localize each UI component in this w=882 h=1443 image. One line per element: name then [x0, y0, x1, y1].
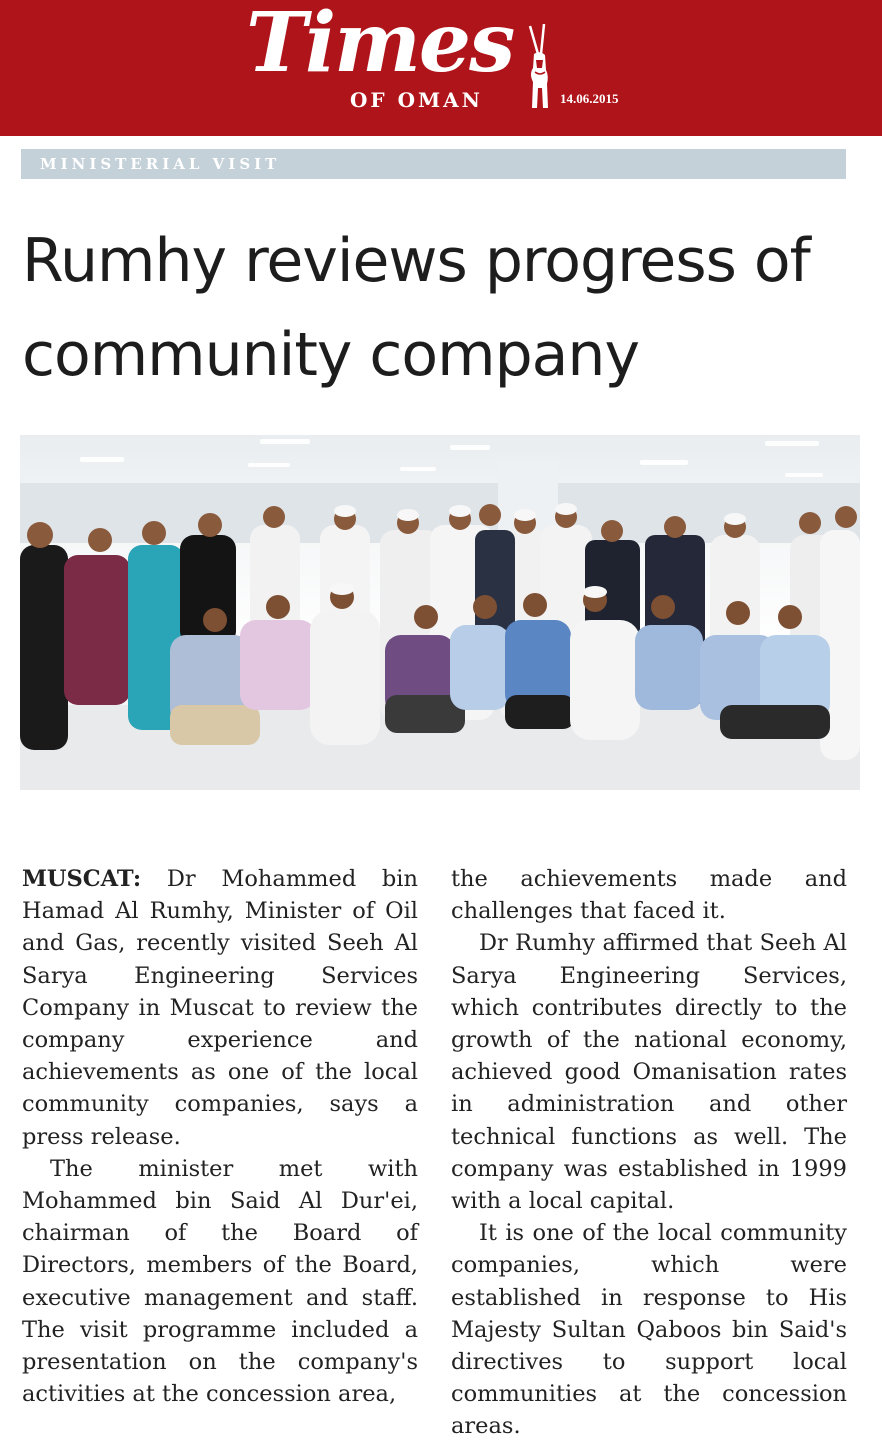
paragraph-1-text: Dr Mohammed bin Hamad Al Rumhy, Minister of Oil and Gas, recently visited Seeh Al Sarya Engineering Services Company in Muscat to review the company experience and achievements as one of the local community companies, says a press release. [22, 866, 418, 1150]
article-paragraph-4: It is one of the local community companies, which were established in response to His Majesty Sultan Qaboos bin Said's directives to support local communities at the concession areas. [451, 1220, 847, 1440]
oryx-logo-icon [516, 24, 558, 110]
group-photo [20, 435, 860, 790]
headline: Rumhy reviews progress of community company [22, 226, 810, 390]
section-label: MINISTERIAL VISIT [40, 155, 281, 173]
article-column-left [22, 863, 418, 1410]
logo-of-oman: OF OMAN [350, 88, 483, 112]
publication-date: 14.06.2015 [560, 91, 619, 106]
article-paragraph-2: The minister met with Mohammed bin Said Al Dur'ei, chairman of the Board of Directors, members of the Board, executive management and staff. The visit programme included a presentation on the company's activities at the concession area, [22, 1155, 418, 1408]
group-photo-illustration [20, 435, 860, 790]
article-column-right [451, 863, 847, 1443]
article-paragraph-3: Dr Rumhy affirmed that Seeh Al Sarya Engineering Services, which contributes directly to the growth of the national economy, achieved good Omanisation rates in administration and other technical functions as well. The company was established in 1999 with a local capital. [451, 930, 847, 1215]
article-paragraph-1 [22, 863, 418, 1153]
logo-times: Times [246, 0, 514, 91]
masthead [0, 0, 882, 136]
section-bar [21, 149, 846, 179]
article-paragraph-2-continued: the achievements made and challenges that faced it. [451, 866, 847, 925]
dateline: MUSCAT: [22, 866, 142, 892]
